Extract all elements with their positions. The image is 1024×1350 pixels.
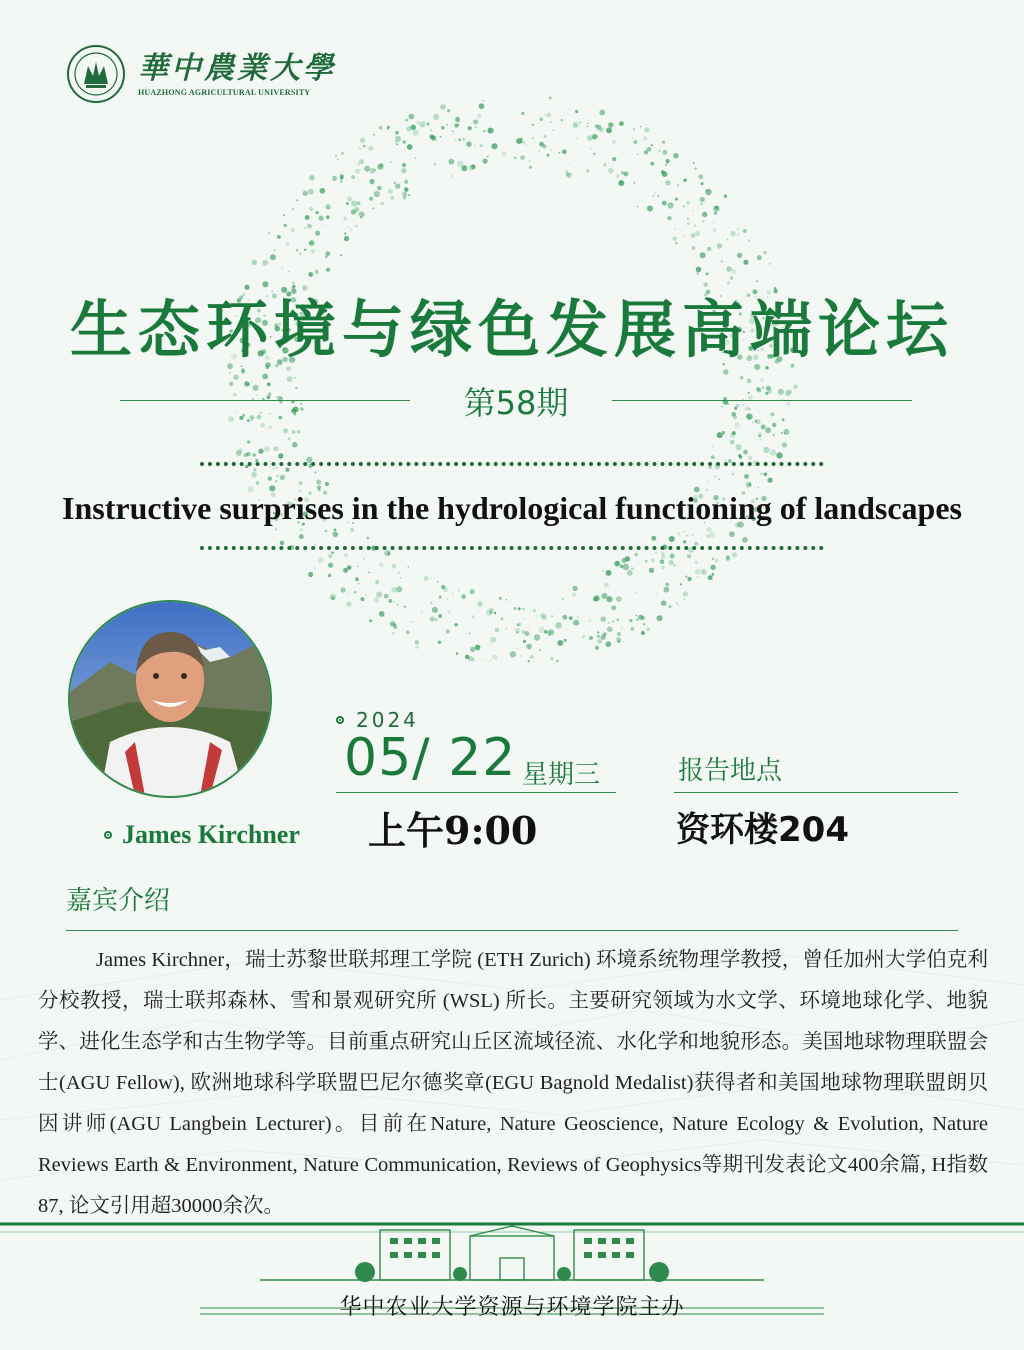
divider xyxy=(674,792,958,793)
divider xyxy=(612,400,912,401)
speaker-label xyxy=(104,820,300,850)
forum-title: 生态环境与绿色发展高端论坛 xyxy=(69,293,954,366)
issue-row xyxy=(120,376,912,420)
talk-title: Instructive surprises in the hydrological functioning of landscapes xyxy=(62,490,962,526)
event-weekday: 星期三 xyxy=(522,760,601,790)
bullet-icon xyxy=(336,716,344,724)
university-name-en: HUAZHONG AGRICULTURAL UNIVERSITY xyxy=(138,87,311,97)
speaker-name: James Kirchner xyxy=(122,820,300,849)
dotted-divider xyxy=(200,462,824,472)
event-date: 05/ 22 xyxy=(344,728,517,788)
divider xyxy=(336,792,616,793)
divider xyxy=(66,930,958,931)
location-label: 报告地点 xyxy=(678,756,783,786)
host-organization: 华中农业大学资源与环境学院主办 xyxy=(339,1295,685,1320)
event-year: 2024 xyxy=(356,708,419,732)
dotted-divider xyxy=(200,546,824,556)
bio-heading: 嘉宾介绍 xyxy=(66,886,171,916)
university-logo xyxy=(66,44,336,104)
event-time: 上午9:00 xyxy=(368,808,538,853)
forum-issue: 第58期 xyxy=(463,384,569,422)
bio-text: James Kirchner，瑞士苏黎世联邦理工学院 (ETH Zurich) 环境系统物理学教授，曾任加州大学伯克利分校教授，瑞士联邦森林、雪和景观研究所 (WSL) 所长。主要研究领域为水文学、环境地球化学、地貌学、进化生态学和古生物学等。目前重点研究山丘区流域径流、水化学和地貌形态。美国地球物理联盟会士(AGU Fellow), 欧洲地球科学联盟巴尼尔德奖章(EGU Bagnold Medalist)获得者和美国地球物理联盟朗贝因讲师(AGU Langbein Lecturer)。目前在Nature, Nature Geoscience, Nature Ecology & Evolution, Nature Reviews Earth & Environment, Nature Communication, Reviews of Geophysics等期刊发表论文400余篇, H指数87, 论文引用超30000余次。 xyxy=(38,949,988,1217)
bullet-icon xyxy=(104,831,112,839)
university-emblem-icon xyxy=(66,44,126,104)
university-name-cn: 華中農業大學 xyxy=(138,50,336,86)
event-location: 资环楼204 xyxy=(676,810,849,850)
campus-building-illustration xyxy=(0,1222,1024,1350)
speaker-photo xyxy=(68,600,272,798)
